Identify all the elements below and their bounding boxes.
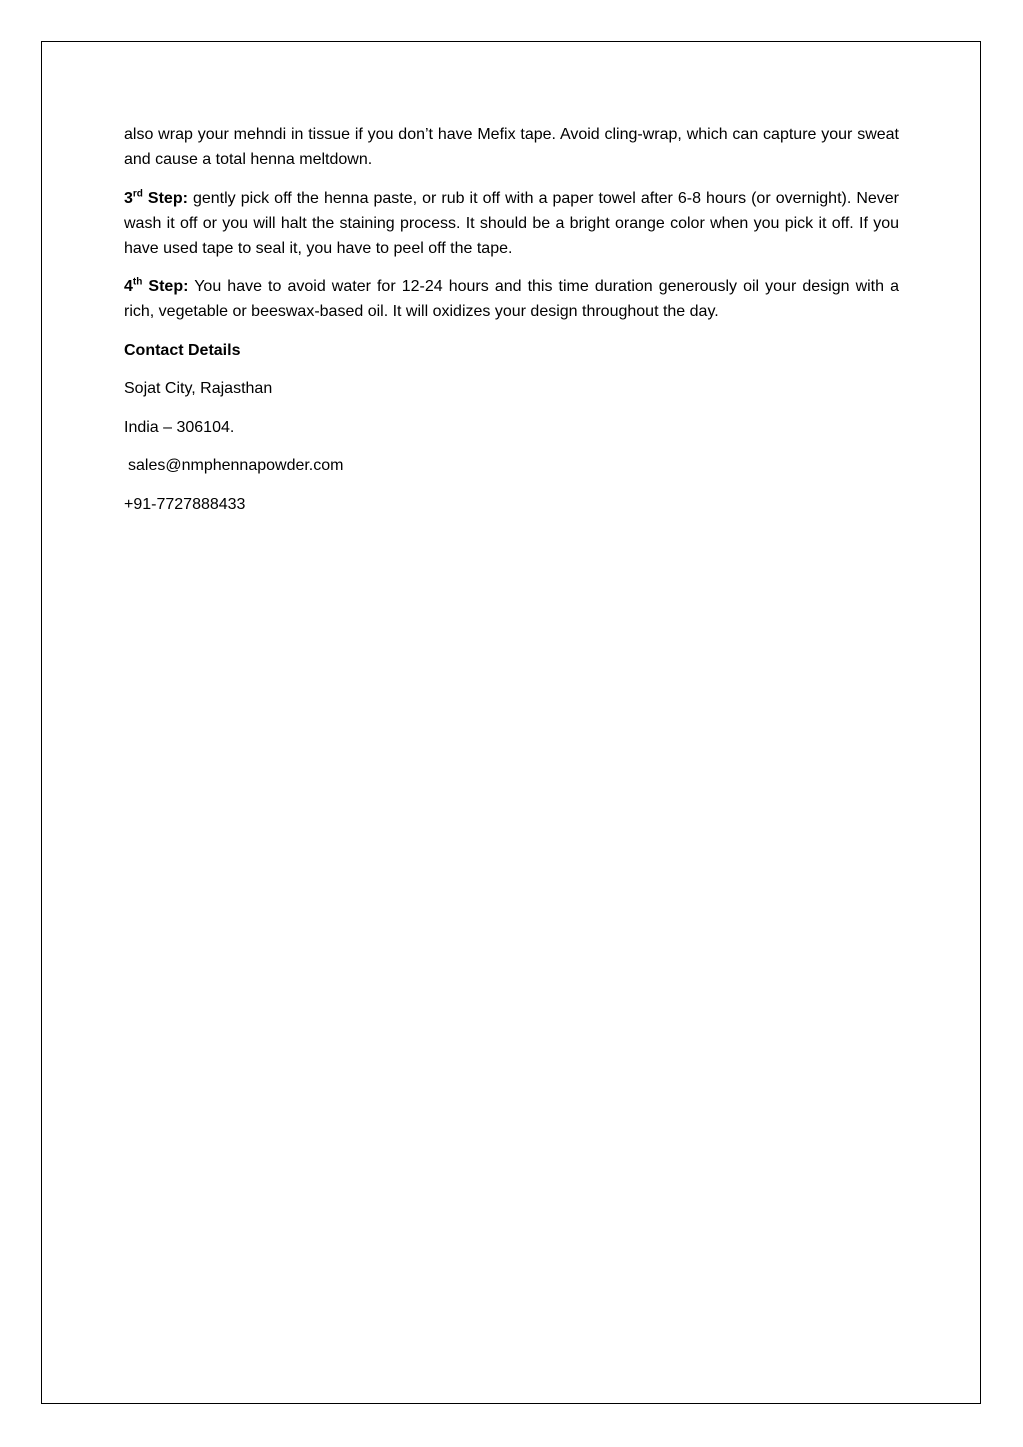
contact-email: sales@nmphennapowder.com — [128, 457, 344, 474]
step-3-label-text: Step: — [142, 189, 188, 207]
paragraph-continuation: also wrap your mehndi in tissue if you don’t have Mefix tape. Avoid cling-wrap, which can capture your sweat and cause a total henna meltdown. — [124, 126, 899, 168]
step-3-text: gently pick off the henna paste, or rub it off with a paper towel after 6-8 hours (or overnight). Never wash it off or you will halt the staining process. It should be a bright orange color when you pick it off. If you have used tape to seal it, you have to peel off the tape. — [124, 189, 899, 257]
step-4-paragraph — [124, 274, 899, 324]
step-4-label-text: Step: — [142, 278, 189, 295]
step-4-text: You have to avoid water for 12-24 hours and this time duration generously oil your design with a rich, vegetable or beeswax-based oil. It will oxidizes your design throughout the day. — [124, 278, 899, 320]
step-4-label — [124, 278, 188, 295]
step-4-ordinal: th — [132, 276, 143, 288]
contact-city: Sojat City, Rajasthan — [124, 380, 273, 397]
step-3-paragraph — [124, 186, 899, 261]
contact-country: India – 306104. — [124, 418, 235, 436]
step-3-number: 3 — [124, 189, 133, 207]
step-4-number: 4 — [124, 278, 133, 295]
step-3-label — [124, 190, 188, 207]
contact-heading: Contact Details — [124, 341, 241, 359]
step-3-ordinal: rd — [132, 188, 143, 200]
document-body — [124, 122, 899, 530]
contact-phone: +91-7727888433 — [124, 495, 246, 513]
